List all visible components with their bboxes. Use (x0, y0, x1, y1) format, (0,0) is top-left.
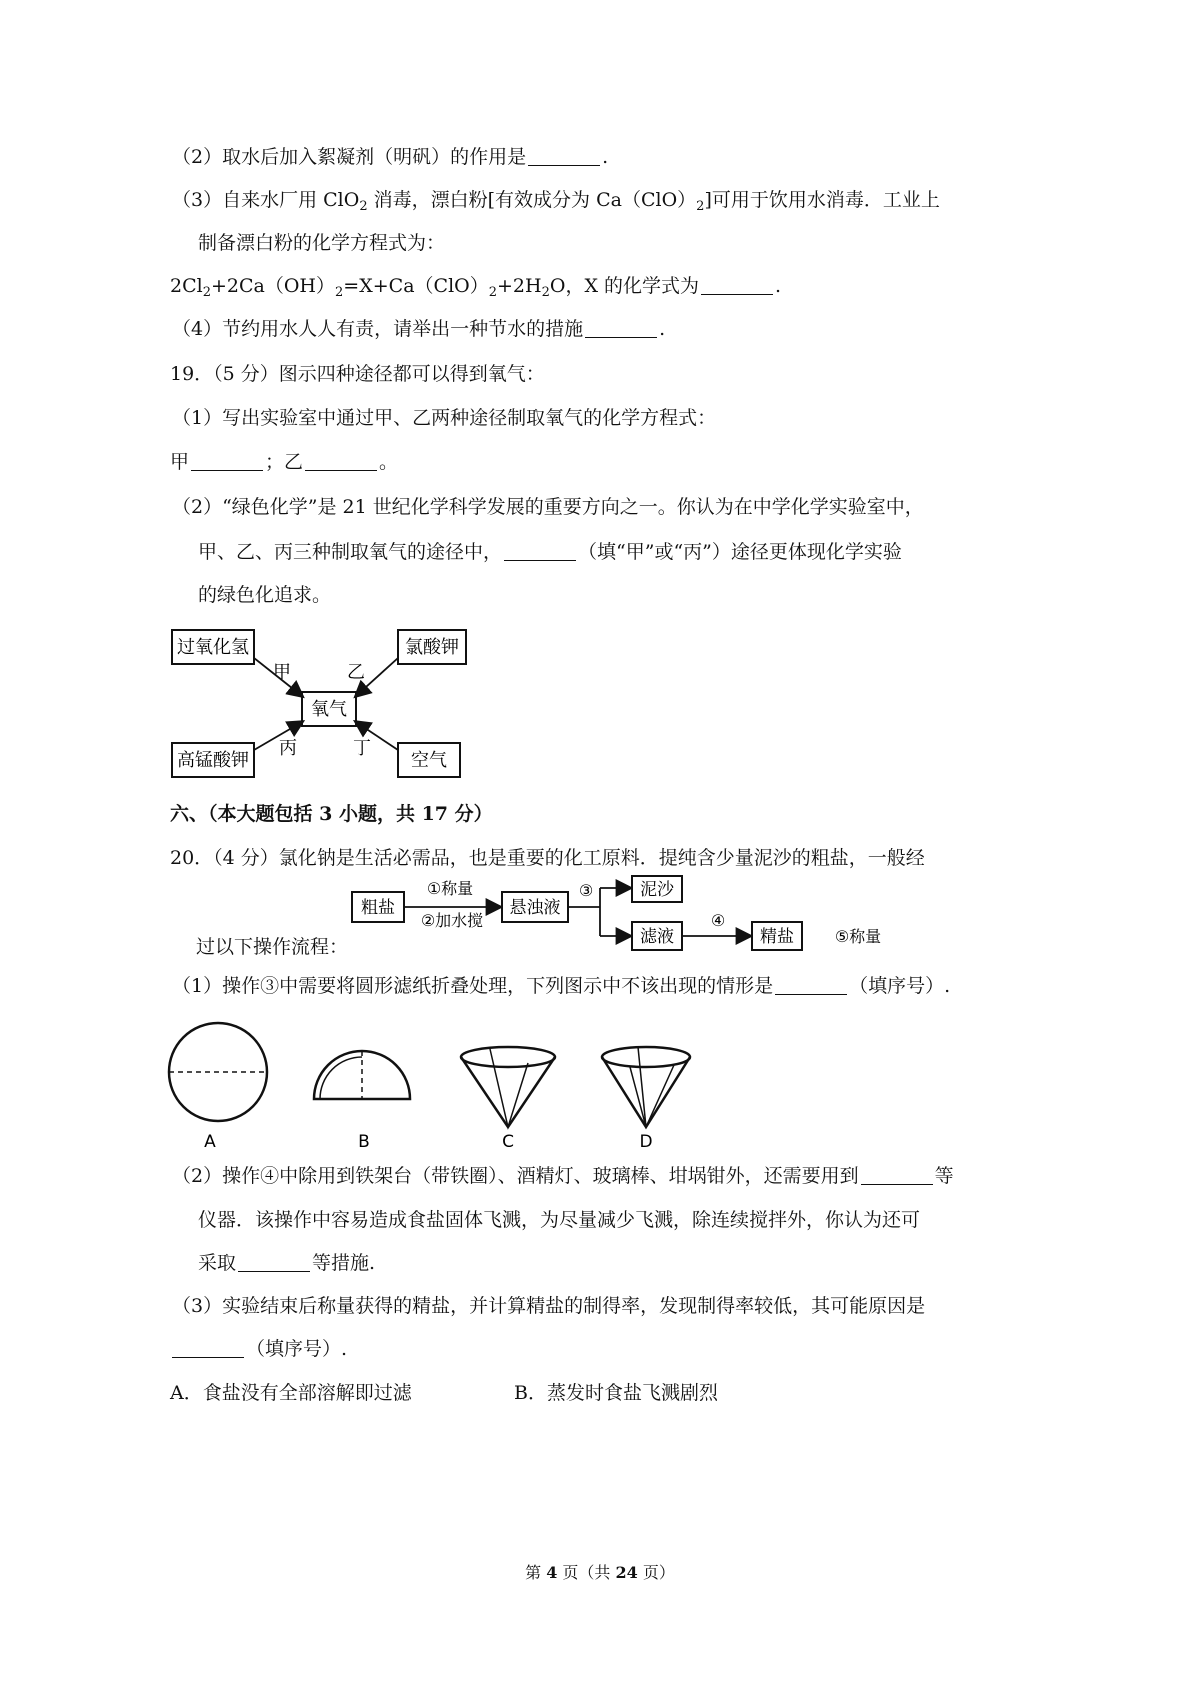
flow-pure-salt-label: 精盐 (760, 927, 794, 947)
q19-p2-b1: 甲、乙、丙三种制取氧气的途径中， (198, 541, 503, 563)
q20-p2-a: （2）操作④中除用到铁架台（带铁圈）、酒精灯、玻璃棒、坩埚钳外，还需要用到 (172, 1165, 859, 1187)
figure-c-rim (461, 1047, 555, 1067)
flow-step3: ③ (578, 881, 594, 900)
answer-blank[interactable] (305, 450, 377, 471)
answer-blank[interactable] (528, 145, 600, 166)
q19-part1: （1）写出实验室中通过甲、乙两种途径制取氧气的化学方程式： (172, 407, 717, 429)
eq-end: . (775, 275, 782, 297)
flow-step4: ④ (710, 911, 726, 930)
box-potassium-chlorate-label: 氯酸钾 (405, 637, 459, 658)
figure-d-rim (602, 1047, 690, 1067)
oxygen-pathway-diagram (160, 618, 480, 788)
eq-e: O，X 的化学式为 (549, 275, 700, 297)
q18-part3 (172, 187, 940, 213)
eq-s3: 2 (488, 285, 498, 300)
q20-p1-b: （填序号）. (849, 975, 951, 997)
q19-p2-b2: （填“甲”或“丙”）途径更体现化学实验 (578, 541, 902, 563)
q18-part3-line2: 制备漂白粉的化学方程式为： (198, 232, 446, 254)
figure-a-label: A (204, 1132, 216, 1150)
answer-blank[interactable] (504, 540, 576, 561)
figure-b-label: B (358, 1132, 370, 1150)
eq-b: +2Ca（OH） (210, 275, 336, 297)
q18-p4-end: . (659, 318, 666, 340)
flow-step5: ⑤称量 (834, 927, 882, 946)
figure-d-fold (630, 1047, 674, 1127)
q19-part2: （2）“绿色化学”是 21 世纪化学科学发展的重要方向之一。你认为在中学化学实验室中， (172, 496, 924, 518)
flow-suspension-label: 悬浊液 (509, 898, 561, 918)
q20-p2-a2: 等 (934, 1165, 954, 1187)
answer-blank[interactable] (775, 974, 847, 995)
flow-sand-label: 泥沙 (640, 880, 674, 900)
salt-purification-flowchart (348, 874, 908, 954)
q18-part4 (172, 316, 665, 342)
eq-d: +2H (497, 275, 542, 297)
q18-p3-b: 消毒，漂白粉[有效成分为 Ca（ClO） (367, 189, 697, 211)
q20-p3-b: （填序号）. (246, 1338, 348, 1360)
filter-paper-figures (160, 1015, 700, 1150)
eq-s4: 2 (541, 285, 550, 300)
answer-blank[interactable] (861, 1164, 933, 1185)
label-jia: 甲 (273, 662, 291, 683)
label-yi: ；乙 (265, 451, 304, 473)
q20-title: 20．（4 分）氯化钠是生活必需品，也是重要的化工原料．提纯含少量泥沙的粗盐，一般经 (170, 847, 925, 869)
q20-part3: （3）实验结束后称量获得的精盐，并计算精盐的制得率，发现制得率较低，其可能原因是 (172, 1295, 926, 1317)
q18-p3-sub: 2 (359, 199, 368, 214)
section-6-heading: 六、（本大题包括 3 小题，共 17 分） (170, 803, 493, 825)
figure-c-label: C (502, 1132, 514, 1150)
flow-filtrate-label: 滤液 (640, 927, 674, 947)
footer-page-number: 4 (546, 1563, 558, 1582)
q20-p2-c2: 等措施. (312, 1252, 376, 1274)
q18-p3-sub2: 2 (696, 199, 705, 214)
q20-option-a: A．食盐没有全部溶解即过滤 (170, 1382, 412, 1404)
q20-part1 (172, 973, 950, 999)
q20-option-b: B．蒸发时食盐飞溅剧烈 (514, 1382, 718, 1404)
label-yi: 乙 (347, 662, 365, 683)
flow-step2: ②加水搅 (420, 911, 484, 930)
q20-part2-line2: 仪器．该操作中容易造成食盐固体飞溅，为尽量减少飞溅，除连续搅拌外，你认为还可 (198, 1209, 921, 1231)
q20-title-line2: 过以下操作流程： (196, 936, 349, 958)
footer-suffix: 页） (637, 1563, 675, 1582)
eq-s2: 2 (335, 285, 344, 300)
q19-part2-line2 (198, 539, 902, 565)
footer-total-pages: 24 (615, 1563, 638, 1582)
eq-s1: 2 (202, 285, 211, 300)
box-potassium-permanganate-label: 高锰酸钾 (177, 750, 249, 771)
q18-part2-end: . (602, 146, 609, 168)
q20-p2-c1: 采取 (198, 1252, 237, 1274)
q20-part3-line2 (170, 1336, 347, 1362)
answer-blank[interactable] (191, 450, 263, 471)
period: 。 (379, 451, 399, 473)
q18-p4-text: （4）节约用水人人有责，请举出一种节水的措施 (172, 318, 584, 340)
q20-part2-line3 (198, 1250, 375, 1276)
label-ding: 丁 (353, 738, 371, 759)
footer-prefix: 第 (525, 1563, 547, 1582)
q18-p3-c: ]可用于饮用水消毒．工业上 (704, 189, 940, 211)
q18-part2-text: （2）取水后加入絮凝剂（明矾）的作用是 (172, 146, 527, 168)
q20-p1-a: （1）操作③中需要将圆形滤纸折叠处理，下列图示中不该出现的情形是 (172, 975, 774, 997)
box-hydrogen-peroxide-label: 过氧化氢 (177, 637, 249, 658)
q19-part1-answers (170, 449, 398, 475)
answer-blank[interactable] (701, 274, 773, 295)
q20-part2 (172, 1163, 954, 1189)
box-air-label: 空气 (411, 750, 447, 771)
figure-c-fold (490, 1049, 528, 1127)
flow-step1: ①称量 (426, 879, 474, 898)
footer-middle: 页（共 (557, 1563, 616, 1582)
flow-crude-salt-label: 粗盐 (361, 898, 395, 918)
q19-part2-line3: 的绿色化追求。 (198, 584, 332, 606)
eq-c: =X+Ca（ClO） (343, 275, 489, 297)
figure-b-inner-arc (320, 1057, 362, 1099)
q19-title: 19．（5 分）图示四种途径都可以得到氧气： (170, 363, 545, 385)
answer-blank[interactable] (585, 317, 657, 338)
answer-blank[interactable] (238, 1251, 310, 1272)
eq-a: 2Cl (170, 275, 203, 297)
page-footer (0, 1560, 1200, 1583)
q18-equation (170, 273, 781, 299)
label-bing: 丙 (279, 738, 297, 759)
answer-blank[interactable] (172, 1337, 244, 1358)
label-jia: 甲 (170, 451, 190, 473)
q18-part2 (172, 144, 608, 170)
box-oxygen-label: 氧气 (311, 699, 347, 720)
figure-d-label: D (639, 1132, 653, 1150)
q18-p3-a: （3）自来水厂用 ClO (172, 189, 360, 211)
